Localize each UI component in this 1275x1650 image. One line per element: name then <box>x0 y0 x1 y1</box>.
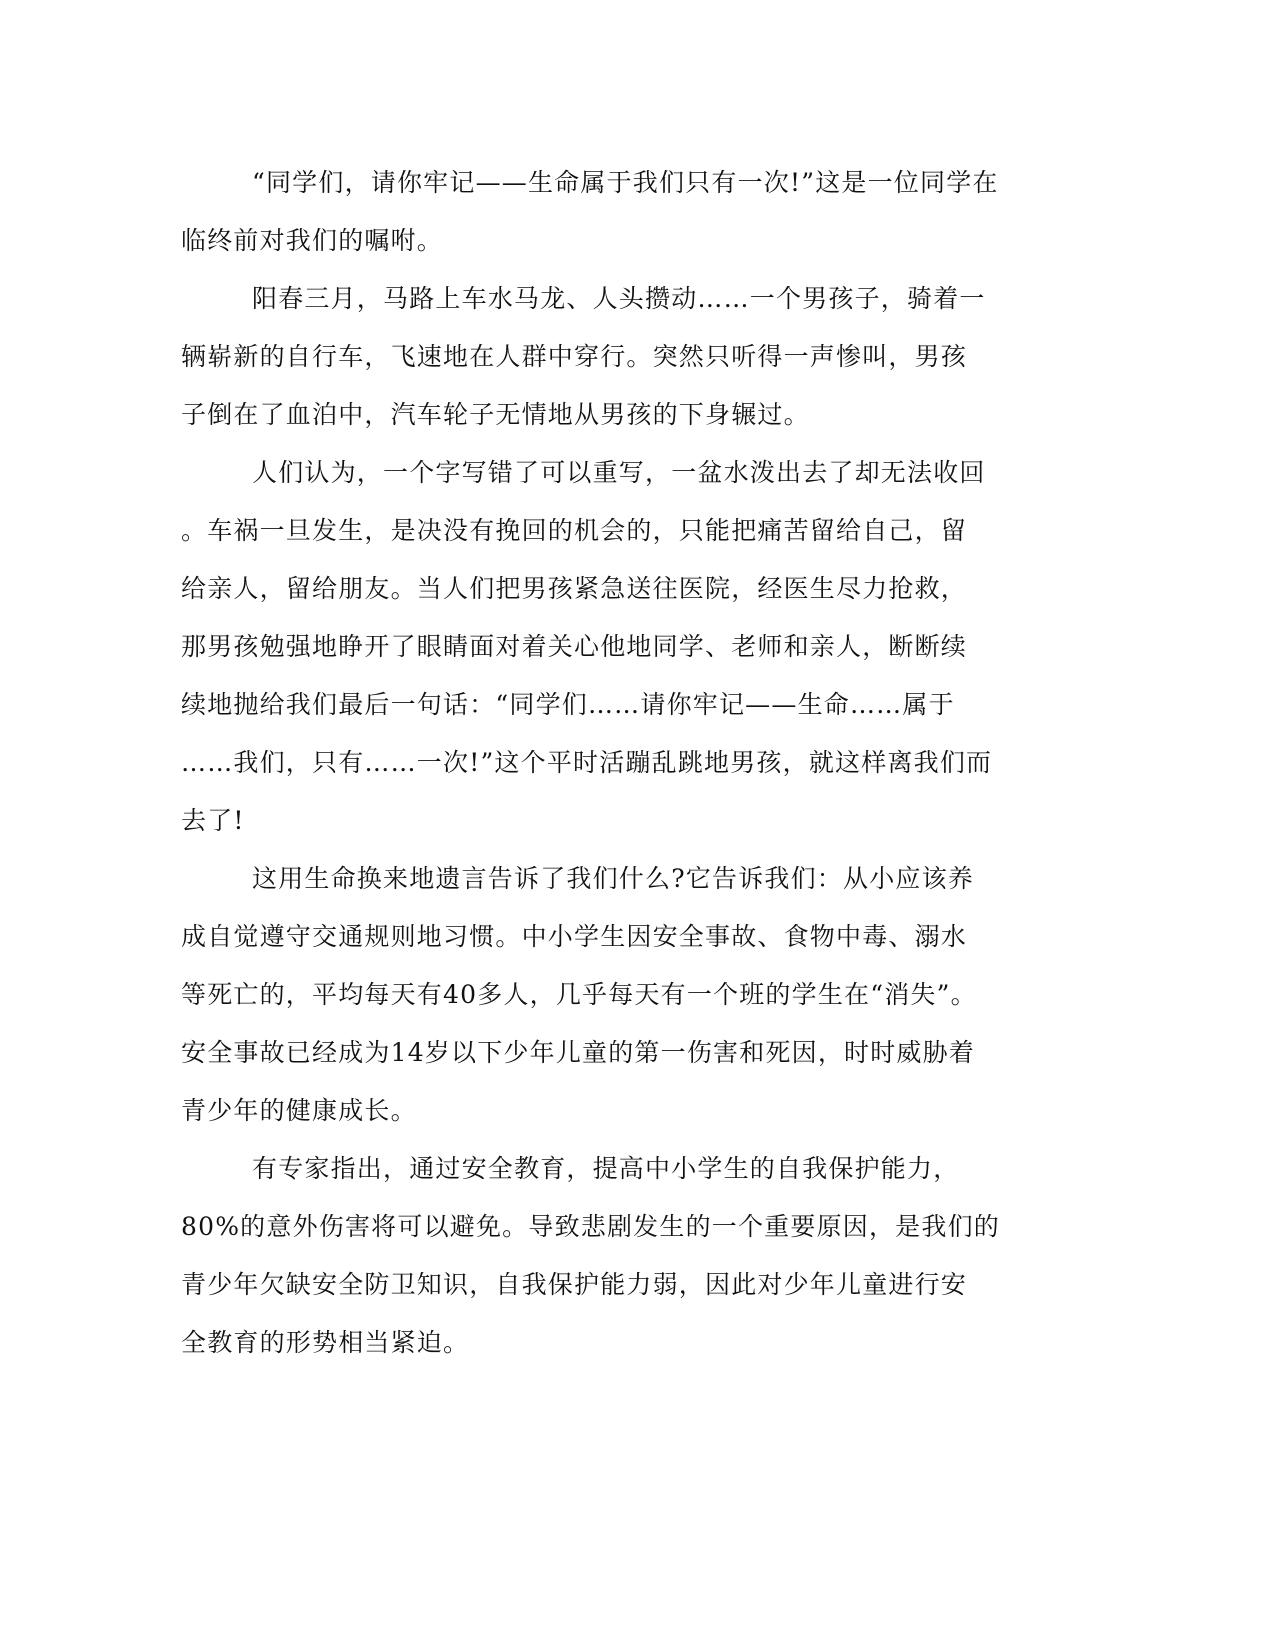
text-line: 成自觉遵守交通规则地习惯。中小学生因安全事故、食物中毒、溺水 <box>181 922 968 951</box>
text-line: 辆崭新的自行车，飞速地在人群中穿行。突然只听得一声惨叫，男孩 <box>181 342 968 371</box>
text-line: 阳春三月，马路上车水马龙、人头攒动……一个男孩子，骑着一 <box>252 284 986 313</box>
text-line: 全教育的形势相当紧迫。 <box>181 1328 470 1357</box>
text-line: 。车祸一旦发生，是决没有挽回的机会的，只能把痛苦留给自己，留 <box>181 516 968 545</box>
text-line: ……我们，只有……一次!”这个平时活蹦乱跳地男孩，就这样离我们而 <box>181 748 993 777</box>
text-line: 安全事故已经成为14岁以下少年儿童的第一伤害和死因，时时威胁着 <box>181 1038 976 1067</box>
text-line: 那男孩勉强地睁开了眼睛面对着关心他地同学、老师和亲人，断断续 <box>181 632 968 661</box>
text-line: 等死亡的，平均每天有40多人，几乎每天有一个班的学生在“消失”。 <box>181 980 977 1009</box>
text-line: 这用生命换来地遗言告诉了我们什么?它告诉我们：从小应该养 <box>252 864 975 893</box>
text-line: 青少年的健康成长。 <box>181 1096 417 1125</box>
text-line: “同学们，请你牢记——生命属于我们只有一次!”这是一位同学在 <box>252 168 999 197</box>
text-line: 去了! <box>181 806 245 835</box>
text-line: 临终前对我们的嘱咐。 <box>181 226 444 255</box>
text-line: 子倒在了血泊中，汽车轮子无情地从男孩的下身辗过。 <box>181 400 810 429</box>
text-line: 人们认为，一个字写错了可以重写，一盆水泼出去了却无法收回 <box>252 458 986 487</box>
text-line: 青少年欠缺安全防卫知识，自我保护能力弱，因此对少年儿童进行安 <box>181 1270 968 1299</box>
text-line: 续地抛给我们最后一句话：“同学们……请你牢记——生命……属于 <box>181 690 955 719</box>
text-line: 有专家指出，通过安全教育，提高中小学生的自我保护能力， <box>252 1154 960 1183</box>
text-line: 80%的意外伤害将可以避免。导致悲剧发生的一个重要原因，是我们的 <box>181 1212 1000 1241</box>
text-line: 给亲人，留给朋友。当人们把男孩紧急送往医院，经医生尽力抢救， <box>181 574 968 603</box>
